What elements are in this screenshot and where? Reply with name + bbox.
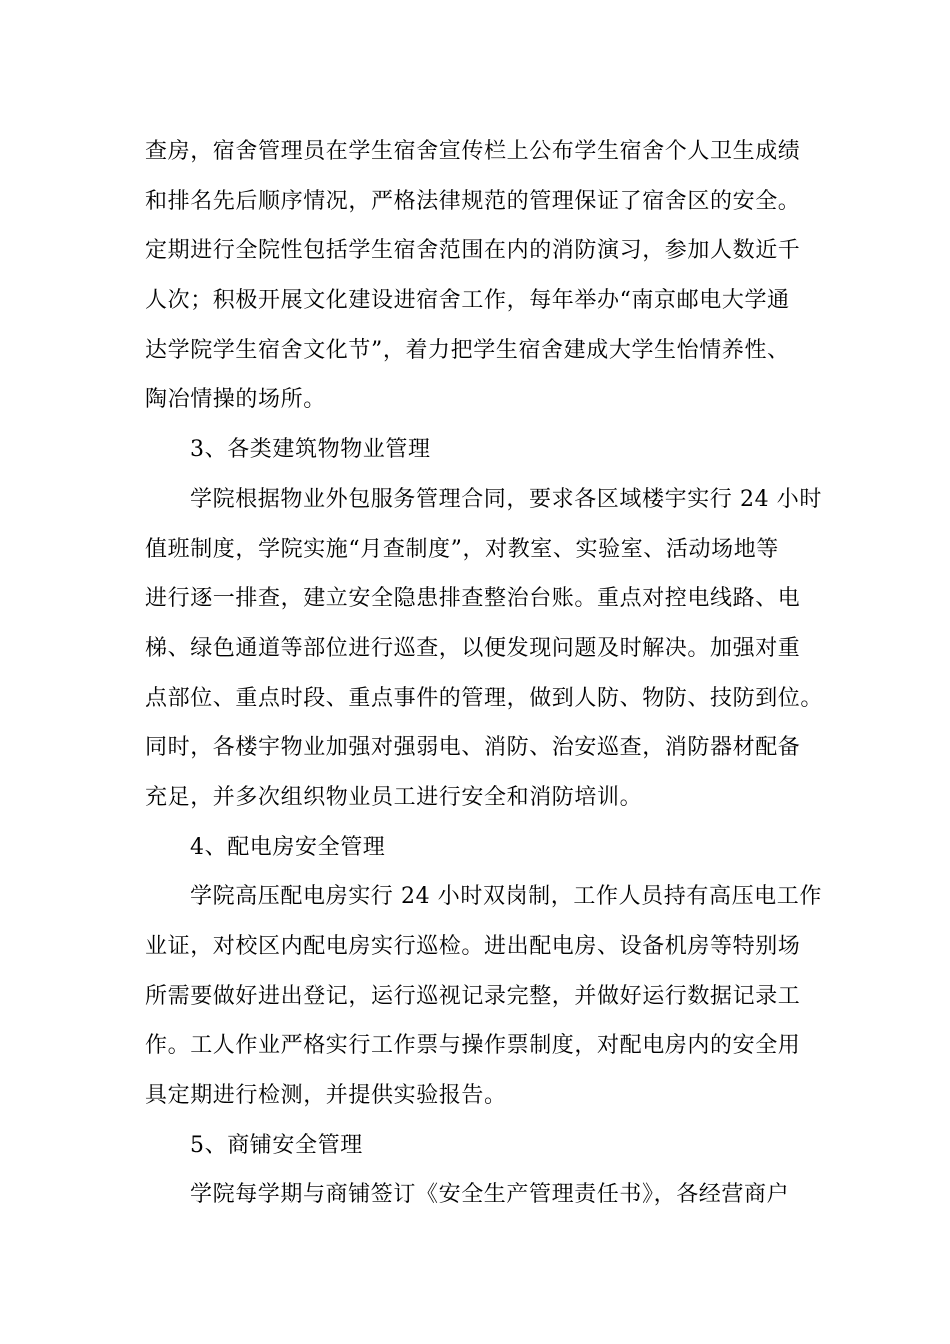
paragraph-line: 充足，并多次组织物业员工进行安全和消防培训。 [145,784,643,810]
section-heading-4: 4、配电房安全管理 [190,834,386,860]
paragraph-line: 进行逐一排查，建立安全隐患排查整治台账。重点对控电线路、电 [145,586,801,612]
paragraph-line: 具定期进行检测，并提供实验报告。 [145,1083,507,1109]
paragraph-line: 查房，宿舍管理员在学生宿舍宣传栏上公布学生宿舍个人卫生成绩 [145,139,801,164]
paragraph-line: 所需要做好进出登记，运行巡视记录完整，并做好运行数据记录工 [145,983,801,1009]
paragraph-line: 人次；积极开展文化建设进宿舍工作，每年举办“南京邮电大学通 [145,288,790,314]
paragraph-line: 陶冶情操的场所。 [145,387,326,413]
paragraph-line: 业证，对校区内配电房实行巡检。进出配电房、设备机房等特别场 [145,934,801,959]
section-heading-3: 3、各类建筑物物业管理 [190,437,431,463]
paragraph-line: 和排名先后顺序情况，严格法律规范的管理保证了宿舍区的安全。 [145,188,801,214]
section-heading-5: 5、商铺安全管理 [190,1132,363,1158]
paragraph-line: 定期进行全院性包括学生宿舍范围在内的消防演习，参加人数近千 [145,238,801,264]
paragraph-line: 点部位、重点时段、重点事件的管理，做到人防、物防、技防到位。 [145,685,824,711]
paragraph-line: 同时，各楼宇物业加强对强弱电、消防、治安巡查，消防器材配备 [145,735,801,761]
paragraph-line: 学院根据物业外包服务管理合同，要求各区域楼宇实行 24 小时 [190,486,822,512]
paragraph-line: 梯、绿色通道等部位进行巡查，以便发现问题及时解决。加强对重 [145,635,801,661]
paragraph-line: 作。工人作业严格实行工作票与操作票制度，对配电房内的安全用 [145,1033,801,1059]
paragraph-line: 学院高压配电房实行 24 小时双岗制，工作人员持有高压电工作 [190,884,822,910]
paragraph-line: 学院每学期与商铺签订《安全生产管理责任书》，各经营商户 [190,1182,790,1208]
document-page [145,127,825,1220]
paragraph-line: 达学院学生宿舍文化节”，着力把学生宿舍建成大学生怡情养性、 [145,337,790,363]
paragraph-line: 值班制度，学院实施“月查制度”，对教室、实验室、活动场地等 [145,536,779,562]
